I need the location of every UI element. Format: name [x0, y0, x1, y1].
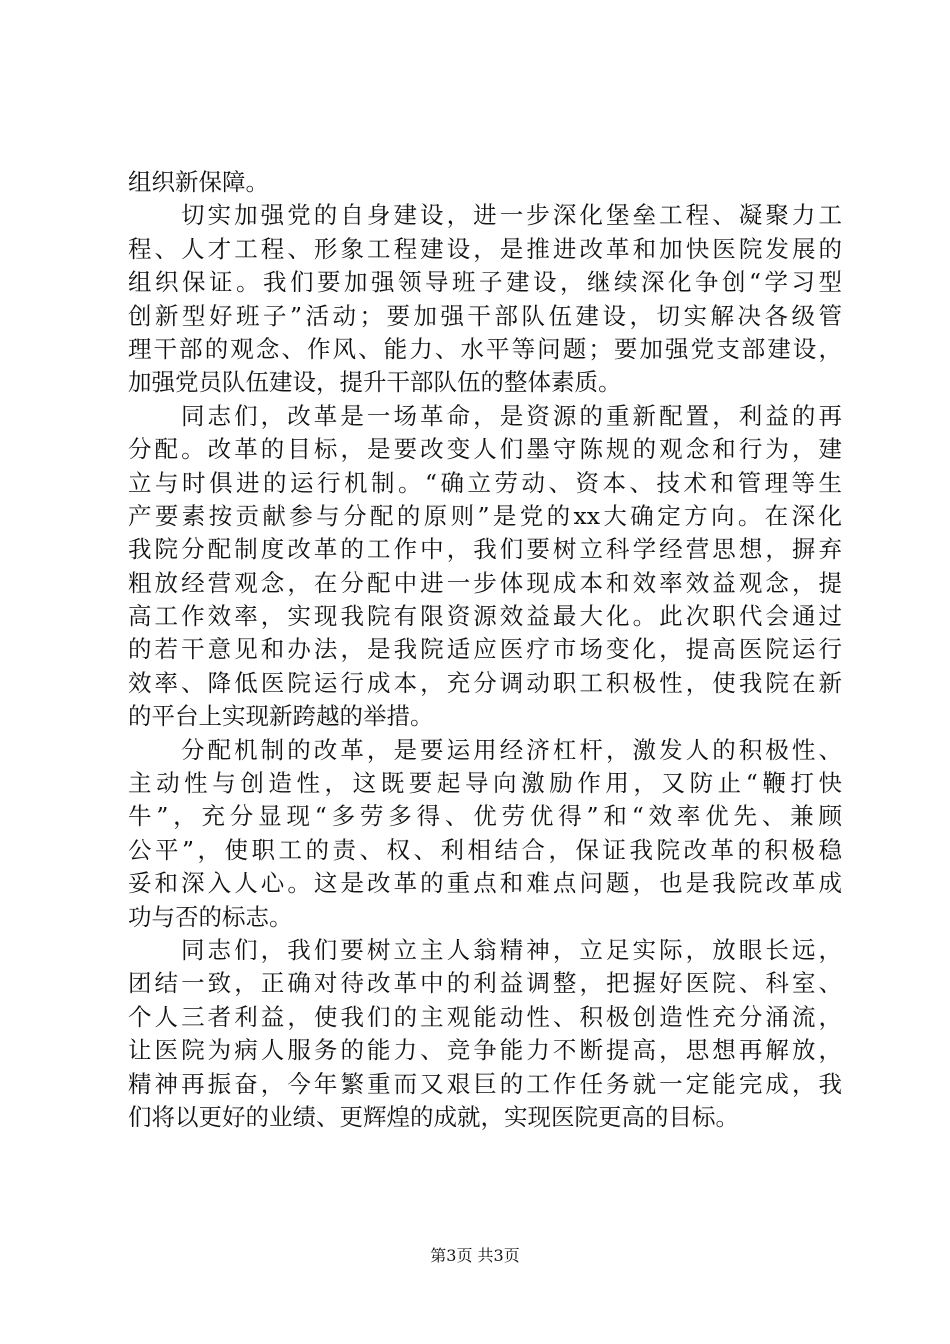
text-line: 同志们，改革是一场革命，是资源的重新配置，利益的再	[181, 401, 842, 430]
text-line: 的若干意见和办法，是我院适应医疗市场变化，提高医院运行	[128, 635, 842, 664]
text-line: 妥和深入人心。这是改革的重点和难点问题，也是我院改革成	[128, 869, 842, 898]
page-footer: 第3页 共3页	[430, 1246, 520, 1265]
text-line: 粗放经营观念，在分配中进一步体现成本和效率效益观念，提	[128, 568, 842, 597]
text-line: 功与否的标志。	[128, 902, 293, 931]
text-line: 个人三者利益，使我们的主观能动性、积极创造性充分涌流，	[128, 1002, 842, 1031]
text-line: 精神再振奋，今年繁重而又艰巨的工作任务就一定能完成，我	[128, 1069, 842, 1098]
text-line: 立与时俱进的运行机制。“确立劳动、资本、技术和管理等生	[128, 468, 842, 497]
text-line: 们将以更好的业绩、更辉煌的成就，实现医院更高的目标。	[128, 1102, 739, 1131]
text-line: 分配。改革的目标，是要改变人们墨守陈规的观念和行为，建	[128, 435, 842, 464]
text-line: 团结一致，正确对待改革中的利益调整，把握好医院、科室、	[128, 969, 842, 998]
text-line: 产要素按贡献参与分配的原则”是党的xx大确定方向。在深化	[128, 501, 842, 530]
text-line: 创新型好班子”活动；要加强干部队伍建设，切实解决各级管	[128, 301, 842, 330]
text-line: 主动性与创造性，这既要起导向激励作用，又防止“鞭打快	[128, 769, 842, 798]
text-line: 组织保证。我们要加强领导班子建设，继续深化争创“学习型	[128, 268, 842, 297]
text-line: 的平台上实现新跨越的举措。	[128, 702, 434, 731]
text-line: 分配机制的改革，是要运用经济杠杆，激发人的积极性、	[181, 735, 842, 764]
text-line: 加强党员队伍建设，提升干部队伍的整体素质。	[128, 368, 622, 397]
text-line: 同志们，我们要树立主人翁精神，立足实际，放眼长远，	[181, 935, 842, 964]
text-line: 理干部的观念、作风、能力、水平等问题；要加强党支部建设，	[128, 334, 842, 363]
text-line: 高工作效率，实现我院有限资源效益最大化。此次职代会通过	[128, 602, 842, 631]
text-line: 效率、降低医院运行成本，充分调动职工积极性，使我院在新	[128, 668, 842, 697]
text-line: 程、人才工程、形象工程建设，是推进改革和加快医院发展的	[128, 234, 842, 263]
text-line: 牛”，充分显现“多劳多得、优劳优得”和“效率优先、兼顾	[128, 802, 842, 831]
text-line: 组织新保障。	[128, 168, 269, 196]
document-body	[128, 166, 842, 1134]
text-line: 公平”，使职工的责、权、利相结合，保证我院改革的积极稳	[128, 835, 842, 864]
text-line: 切实加强党的自身建设，进一步深化堡垒工程、凝聚力工	[181, 201, 842, 230]
text-line: 我院分配制度改革的工作中，我们要树立科学经营思想，摒弃	[128, 535, 842, 564]
text-line: 让医院为病人服务的能力、竞争能力不断提高，思想再解放，	[128, 1036, 842, 1065]
